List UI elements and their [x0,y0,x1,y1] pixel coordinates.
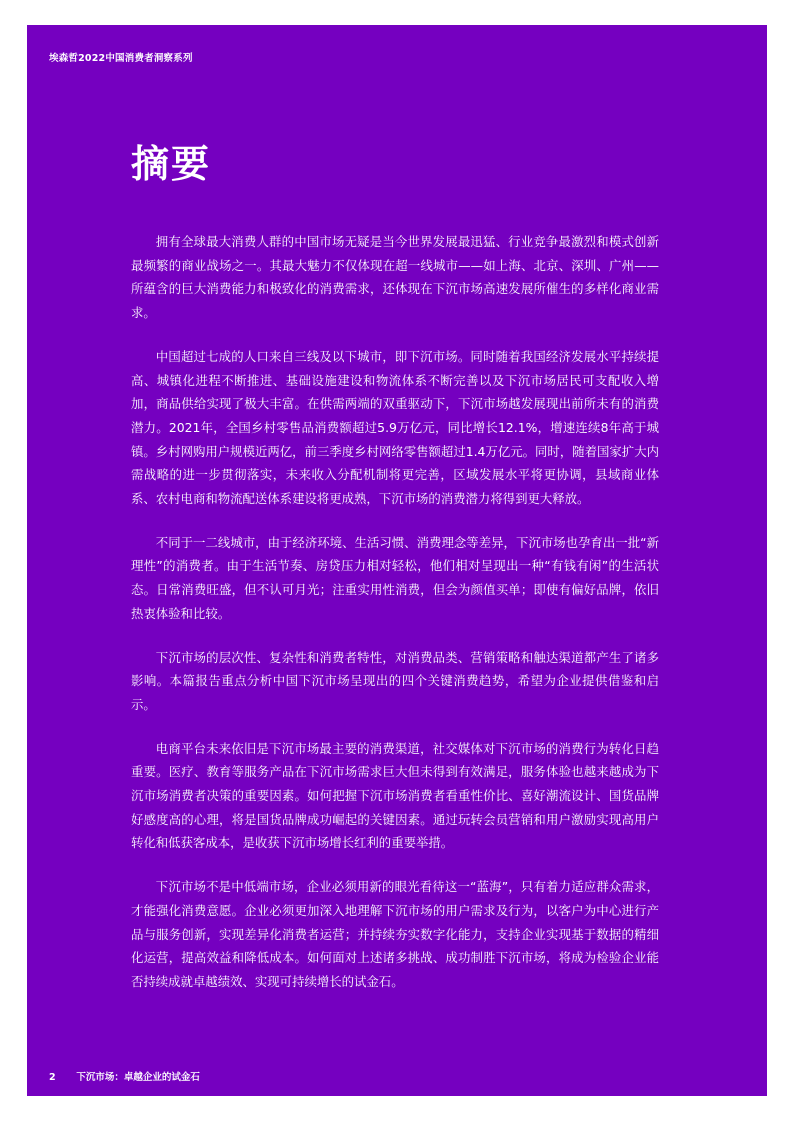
paragraph-3: 不同于一二线城市，由于经济环境、生活习惯、消费理念等差异，下沉市场也孕育出一批“新理性”的消费者。由于生活节奏、房贷压力相对轻松，他们相对呈现出一种“有钱有闲”的生活状态。日常消费旺盛，但不认可月光；注重实用性消费，但会为颜值买单；即使有偏好品牌，依旧热衷体验和比较。 [131,534,659,621]
page-number: 2 [49,1072,56,1083]
paragraph-4: 下沉市场的层次性、复杂性和消费者特性，对消费品类、营销策略和触达渠道都产生了诸多影响。本篇报告重点分析中国下沉市场呈现出的四个关键消费趋势，希望为企业提供借鉴和启示。 [131,649,659,712]
report-title: 下沉市场：卓越企业的试金石 [76,1072,200,1083]
paragraph-6: 下沉市场不是中低端市场，企业必须用新的眼光看待这一“蓝海”，只有着力适应群众需求，才能强化消费意愿。企业必须更加深入地理解下沉市场的用户需求及行为，以客户为中心进行产品与服务创新，实现差异化消费者运营；并持续夯实数字化能力，支持企业实现基于数据的精细化运营，提高效益和降低成本。如何面对上述诸多挑战、成功制胜下沉市场，将成为检验企业能否持续成就卓越绩效、实现可持续增长的试金石。 [131,879,659,989]
summary-body [131,230,659,1014]
paragraph-1: 拥有全球最大消费人群的中国市场无疑是当今世界发展最迅猛、行业竞争最激烈和模式创新最频繁的商业战场之一。其最大魅力不仅体现在超一线城市——如上海、北京、深圳、广州——所蕴含的巨大消费能力和极致化的消费需求，还体现在下沉市场高速发展所催生的多样化商业需求。 [131,234,659,321]
paragraph-5: 电商平台未来依旧是下沉市场最主要的消费渠道，社交媒体对下沉市场的消费行为转化日趋重要。医疗、教育等服务产品在下沉市场需求巨大但未得到有效满足，服务体验也越来越成为下沉市场消费者决策的重要因素。如何把握下沉市场消费者看重性价比、喜好潮流设计、国货品牌好感度高的心理，将是国货品牌成功崛起的关键因素。通过玩转会员营销和用户激励实现高用户转化和低获客成本，是收获下沉市场增长红利的重要举措。 [131,740,659,851]
series-title: 埃森哲2022中国消费者洞察系列 [49,53,193,64]
paragraph-2: 中国超过七成的人口来自三线及以下城市，即下沉市场。同时随着我国经济发展水平持续提高、城镇化进程不断推进、基础设施建设和物流体系不断完善以及下沉市场居民可支配收入增加，商品供给实现了极大丰富。在供需两端的双重驱动下，下沉市场越发展现出前所未有的消费潜力。2021年，全国乡村零售品消费额超过5.9万亿元，同比增长12.1%，增速连续8年高于城镇。乡村网购用户规模近两亿，前三季度乡村网络零售额超过1.4万亿元。同时，随着国家扩大内需战略的进一步贯彻落实，未来收入分配机制将更完善，区域发展水平将更协调，县域商业体系、农村电商和物流配送体系建设将更成熟，下沉市场的消费潜力将得到更大释放。 [131,348,659,507]
page-title: 摘要 [131,142,212,186]
footer [49,1069,200,1083]
purple-panel [27,25,767,1096]
